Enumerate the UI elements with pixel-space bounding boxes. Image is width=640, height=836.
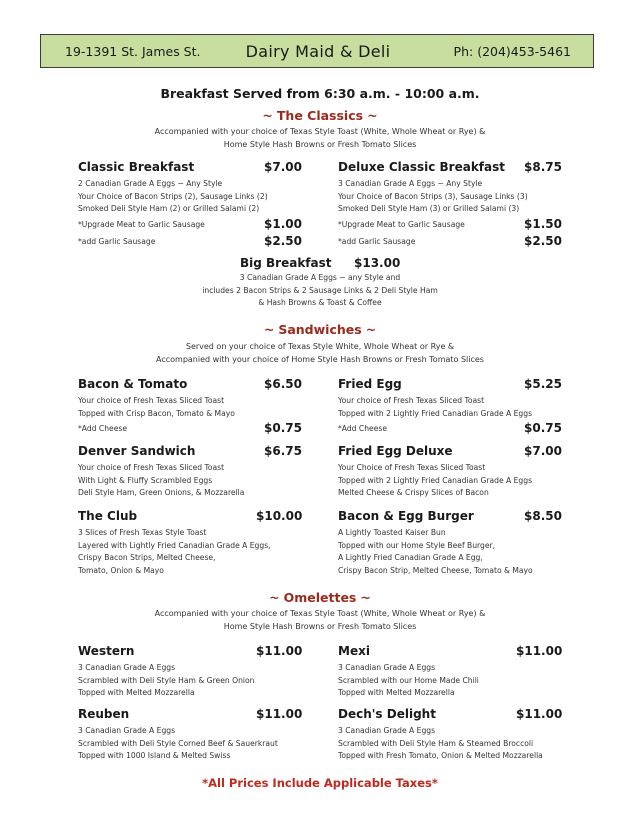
desc-line: Smoked Deli Style Ham (2) or Grilled Salami (2) (78, 204, 260, 214)
desc-line: Scrambled with Deli Style Ham & Green Onion (78, 675, 255, 685)
tilde-right: ~ (367, 108, 378, 123)
item-price: $10.00 (256, 509, 303, 523)
header-bar (40, 34, 594, 68)
item-name: Fried Egg (338, 377, 402, 391)
desc-line: 3 Canadian Grade A Eggs ~ Any Style (338, 179, 483, 188)
item-description (78, 527, 271, 578)
desc-line: & Hash Browns & Toast & Coffee (258, 298, 382, 307)
item-name: Mexi (338, 644, 370, 658)
tilde-left: ~ (269, 590, 280, 605)
item-price: $11.00 (256, 707, 303, 721)
menu-page (14, 10, 626, 826)
item-price: $13.00 (354, 256, 401, 270)
taxes-note: *All Prices Include Applicable Taxes* (202, 776, 438, 790)
addon-price: $1.00 (264, 217, 302, 231)
desc-line: A Lightly Fried Canadian Grade A Egg, (338, 553, 483, 563)
item-description (78, 395, 235, 420)
desc-line: Topped with 2 Lightly Fried Canadian Grade A Eggs (338, 408, 533, 418)
addon-label: *Add Cheese (338, 424, 387, 433)
desc-line: 3 Canadian Grade A Eggs (78, 663, 176, 672)
desc-line: 2 Canadian Grade A Eggs ~ Any Style (78, 179, 223, 188)
sandwiches-title: Sandwiches (278, 322, 362, 337)
item-name: Denver Sandwich (78, 444, 196, 458)
addon-label: *Upgrade Meat to Garlic Sausage (338, 220, 465, 229)
classics-note-line: Home Style Hash Browns or Fresh Tomato Slices (223, 140, 417, 149)
item-name: Fried Egg Deluxe (338, 444, 453, 458)
item-name: Bacon & Egg Burger (338, 509, 474, 523)
classics-note (74, 125, 566, 151)
item-name: Bacon & Tomato (78, 377, 188, 391)
desc-line: Layered with Lightly Fried Canadian Grade A Eggs, (78, 540, 271, 550)
addon-price: $0.75 (264, 421, 302, 435)
desc-line: A Lightly Toasted Kaiser Bun (338, 528, 446, 537)
item-price: $5.25 (524, 377, 562, 391)
omelettes-note-line: Accompanied with your choice of Texas Style Toast (White, Whole Wheat or Rye) & (154, 609, 486, 618)
desc-line: Melted Cheese & Crispy Slices of Bacon (338, 488, 489, 498)
item-addon (338, 421, 578, 435)
section-title-classics (14, 108, 626, 123)
desc-line: 3 Canadian Grade A Eggs (78, 726, 176, 735)
desc-line: Scrambled with Deli Style Ham & Steamed Broccoli (338, 738, 534, 748)
addon-label: *add Garlic Sausage (338, 237, 416, 246)
item-description (14, 272, 626, 310)
desc-line: Your choice of Fresh Texas Sliced Toast (338, 396, 485, 405)
classics-note-line: Accompanied with your choice of Texas Style Toast (White, Whole Wheat or Rye) & (154, 127, 486, 136)
item-price: $7.00 (524, 444, 562, 458)
desc-line: Topped with Crisp Bacon, Tomato & Mayo (78, 408, 235, 418)
item-description (78, 662, 254, 700)
desc-line: Crispy Bacon Strips, Melted Cheese, (78, 553, 216, 563)
item-price: $11.00 (516, 644, 563, 658)
omelettes-note (74, 607, 566, 633)
item-addon (338, 234, 578, 248)
item-name: Deluxe Classic Breakfast (338, 160, 505, 174)
addon-label: *Add Cheese (78, 424, 127, 433)
desc-line: Crispy Bacon Strip, Melted Cheese, Tomato & Mayo (338, 566, 533, 576)
desc-line: Scrambled with Deli Style Corned Beef & Sauerkraut (78, 738, 278, 748)
desc-line: Tomato, Onion & Mayo (78, 566, 164, 576)
item-description (78, 725, 278, 763)
item-name: Dech's Delight (338, 707, 436, 721)
item-name: Big Breakfast (240, 256, 332, 270)
sandwiches-note-line: Accompanied with your choice of Home Style Hash Browns or Fresh Tomato Slices (156, 355, 484, 364)
tilde-left: ~ (263, 322, 275, 337)
desc-line: Your Choice of Fresh Texas Sliced Toast (338, 463, 486, 472)
section-title-sandwiches (14, 322, 626, 337)
item-description (338, 395, 532, 420)
item-addon (78, 421, 318, 435)
addon-label: *add Garlic Sausage (78, 237, 156, 246)
item-price: $6.75 (264, 444, 302, 458)
desc-line: Topped with Melted Mozzarella (78, 688, 195, 698)
item-price: $6.50 (264, 377, 302, 391)
item-addon (78, 217, 318, 231)
omelettes-title: Omelettes (283, 590, 357, 605)
item-price: $8.75 (524, 160, 562, 174)
item-description (338, 725, 543, 763)
desc-line: Topped with 1000 Island & Melted Swiss (78, 751, 231, 761)
classics-title: The Classics (276, 108, 364, 123)
desc-line: includes 2 Bacon Strips & 2 Sausage Links & 2 Deli Style Ham (202, 285, 438, 295)
item-name: Reuben (78, 707, 130, 721)
tilde-right: ~ (365, 322, 377, 337)
desc-line: 3 Canadian Grade A Eggs ~ any Style and (239, 273, 401, 282)
desc-line: Your choice of Fresh Texas Sliced Toast (78, 463, 225, 472)
desc-line: Scrambled with our Home Made Chili (338, 675, 479, 685)
item-description (338, 178, 528, 216)
item-description (338, 662, 479, 700)
sandwiches-note (74, 340, 566, 366)
item-description (338, 462, 532, 500)
tilde-right: ~ (360, 590, 371, 605)
item-name: Classic Breakfast (78, 160, 195, 174)
restaurant-address: 19-1391 St. James St. (65, 44, 201, 59)
desc-line: Smoked Deli Style Ham (3) or Grilled Salami (3) (338, 204, 520, 214)
addon-label: *Upgrade Meat to Garlic Sausage (78, 220, 205, 229)
desc-line: 3 Canadian Grade A Eggs (338, 663, 436, 672)
item-price: $7.00 (264, 160, 302, 174)
item-name: The Club (78, 509, 138, 523)
desc-line: Topped with Fresh Tomato, Onion & Melted Mozzarella (338, 751, 543, 761)
item-addon (338, 217, 578, 231)
desc-line: Your Choice of Bacon Strips (3), Sausage Links (3) (338, 191, 528, 201)
item-description (78, 462, 244, 500)
desc-line: 3 Canadian Grade A Eggs (338, 726, 436, 735)
item-price: $11.00 (256, 644, 303, 658)
addon-price: $2.50 (264, 234, 302, 248)
desc-line: Topped with our Home Style Beef Burger, (338, 540, 496, 550)
restaurant-name: Dairy Maid & Deli (245, 42, 391, 61)
sandwiches-note-line: Served on your choice of Texas Style White, Whole Wheat or Rye & (185, 342, 455, 351)
breakfast-hours: Breakfast Served from 6:30 a.m. - 10:00 a.m. (160, 86, 480, 101)
item-price: $11.00 (516, 707, 563, 721)
desc-line: Deli Style Ham, Green Onions, & Mozzarella (78, 488, 245, 498)
desc-line: Topped with Melted Mozzarella (338, 688, 455, 698)
item-name: Western (78, 644, 135, 658)
restaurant-phone: Ph: (204)453-5461 (453, 44, 571, 59)
desc-line: Your choice of Fresh Texas Sliced Toast (78, 396, 225, 405)
addon-price: $0.75 (524, 421, 562, 435)
desc-line: With Light & Fluffy Scrambled Eggs (78, 475, 213, 485)
item-addon (78, 234, 318, 248)
addon-price: $1.50 (524, 217, 562, 231)
desc-line: Your Choice of Bacon Strips (2), Sausage Links (2) (78, 191, 268, 201)
addon-price: $2.50 (524, 234, 562, 248)
desc-line: 3 Slices of Fresh Texas Style Toast (78, 528, 207, 537)
item-price: $8.50 (524, 509, 562, 523)
tilde-left: ~ (262, 108, 273, 123)
omelettes-note-line: Home Style Hash Browns or Fresh Tomato Slices (223, 622, 417, 631)
item-description (338, 527, 533, 578)
section-title-omelettes (14, 590, 626, 605)
desc-line: Topped with 2 Lightly Fried Canadian Grade A Eggs (338, 475, 533, 485)
item-description (78, 178, 268, 216)
